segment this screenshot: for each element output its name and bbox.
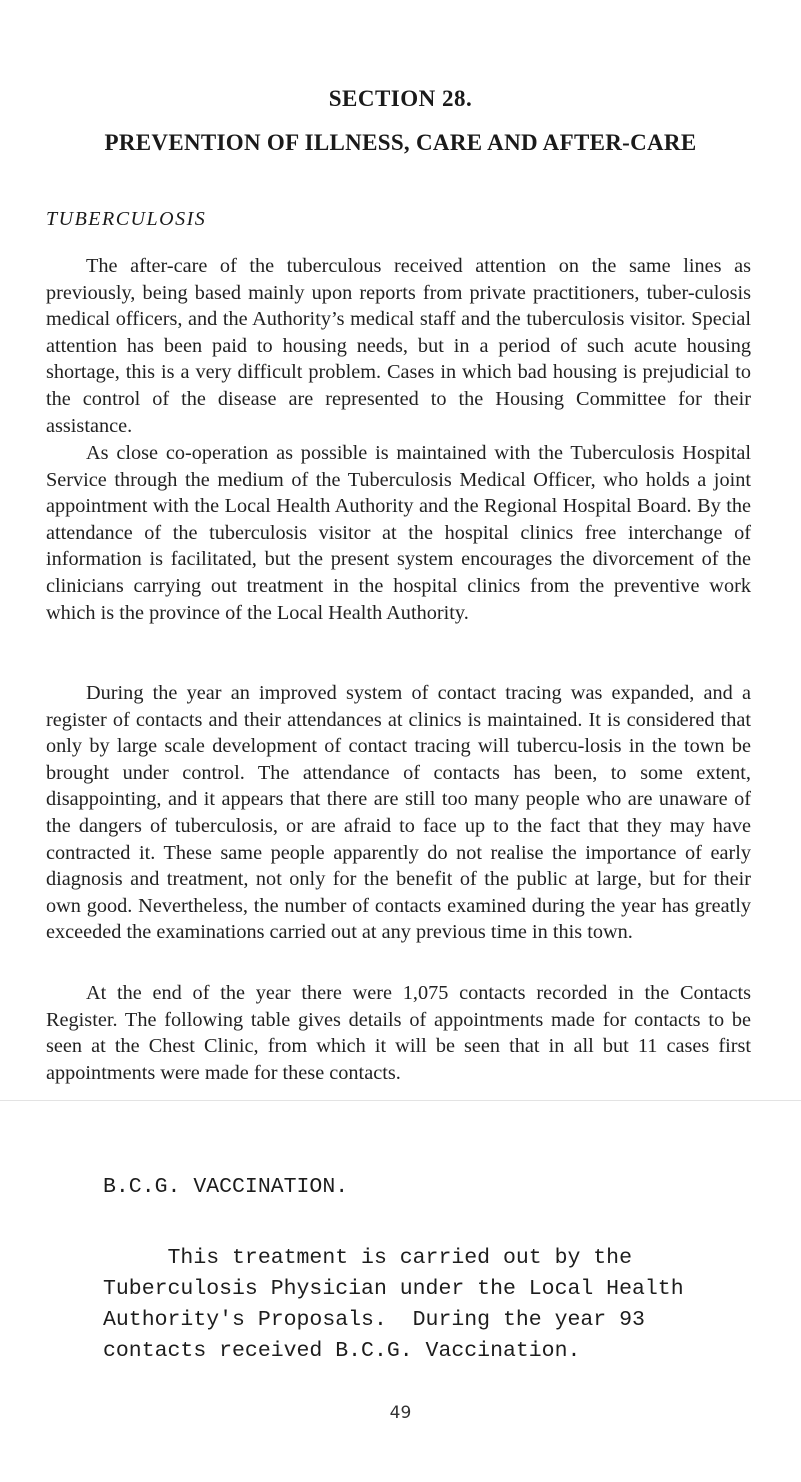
paragraph-co-operation: As close co-operation as possible is maintained with the Tuberculosis Hospital Service through the medium of the Tuberculosis Medical Officer, who holds a joint appointment with the Local Health Authority and the Regional Hospital Board. By the attendance of the tuberculosis visitor at the hospital clinics free interchange of information is facilitated, but the present system encourages the divorcement of the clinicians carrying out treatment in the hospital clinics from the preventive work which is the province of the Local Health Authority. (46, 442, 751, 624)
page-divider (0, 1100, 801, 1101)
bcg-line: contacts received B.C.G. Vaccination. (103, 1339, 581, 1363)
section-title: PREVENTION OF ILLNESS, CARE AND AFTER-CARE (104, 130, 697, 155)
bcg-line: Tuberculosis Physician under the Local Health (103, 1277, 684, 1301)
section-number: SECTION 28. (328, 86, 473, 111)
page-number: 49 (389, 1403, 412, 1423)
tuberculosis-heading: TUBERCULOSIS (46, 208, 207, 230)
bcg-paragraph (103, 1243, 763, 1367)
paragraph-after-care: The after-care of the tuberculous received attention on the same lines as previously, being based mainly upon reports from private practitioners, tuber-culosis medical officers, and the Authority’s medical staff and the tuberculosis visitor. Special attention has been paid to housing needs, but in a period of such acute housing shortage, this is a very difficult problem. Cases in which bad housing is prejudicial to the control of the disease are represented to the Housing Committee for their assistance. (46, 255, 751, 437)
paragraph-contact-tracing: During the year an improved system of contact tracing was expanded, and a register of contacts and their attendances at clinics is maintained. It is considered that only by large scale development of contact tracing will tubercu-losis in the town be brought under control. The attendance of contacts has been, to some extent, disappointing, and it appears that there are still too many people who are unaware of the dangers of tuberculosis, or are afraid to face up to the fact that they may have contracted it. These same people apparently do not realise the importance of early diagnosis and treatment, not only for the benefit of the public at large, but for their own good. Nevertheless, the number of contacts examined during the year has greatly exceeded the examinations carried out at any previous time in this town. (46, 682, 751, 944)
paragraph-contacts-register: At the end of the year there were 1,075 contacts recorded in the Contacts Register. The following table gives details of appointments made for contacts to be seen at the Chest Clinic, from which it will be seen that in all but 11 cases first appointments were made for these contacts. (46, 982, 751, 1084)
bcg-line: This treatment is carried out by the (103, 1246, 632, 1270)
bcg-line: Authority's Proposals. During the year 93 (103, 1308, 645, 1332)
bcg-heading: B.C.G. VACCINATION. (103, 1175, 349, 1199)
